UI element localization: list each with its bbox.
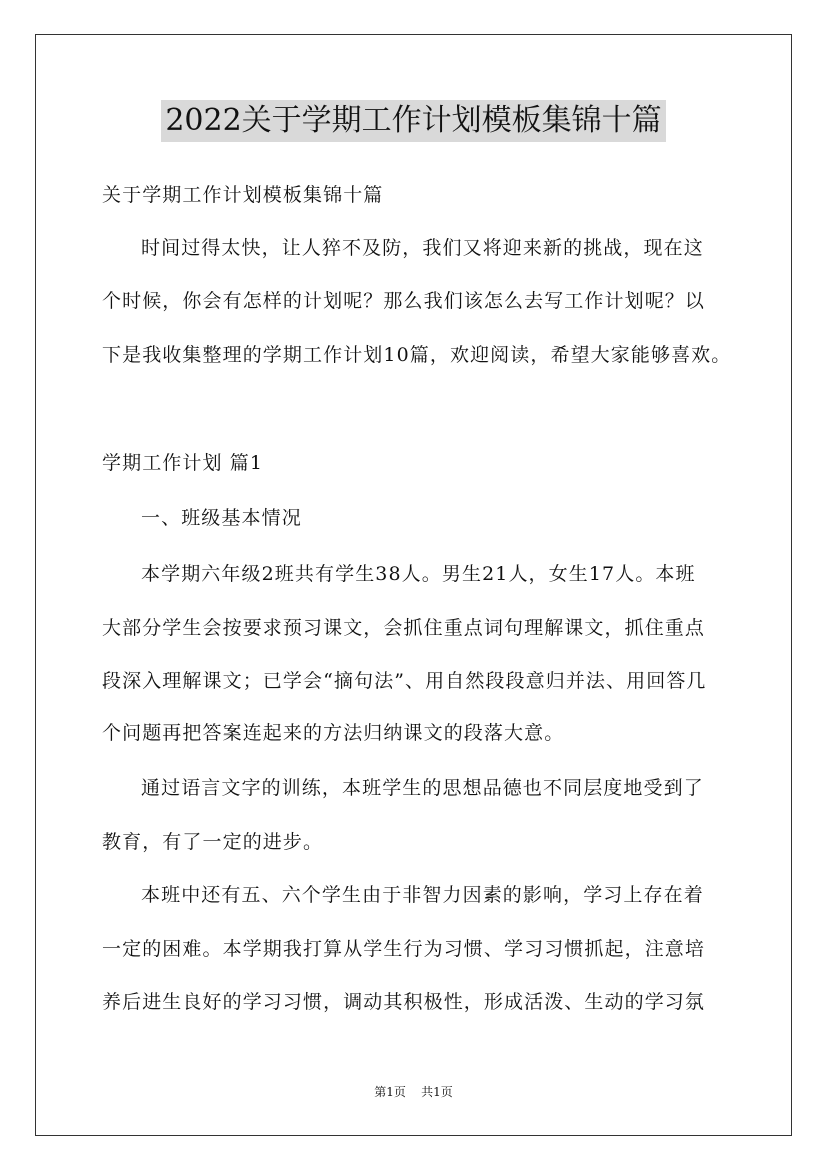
paragraph-line: 个问题再把答案连起来的方法归纳课文的段落大意。 xyxy=(102,722,565,744)
section-heading: 学期工作计划 篇1 xyxy=(102,452,264,474)
title-container xyxy=(0,100,827,142)
document-subtitle: 关于学期工作计划模板集锦十篇 xyxy=(102,184,384,206)
paragraph-line: 个时候，你会有怎样的计划呢？那么我们该怎么去写工作计划呢？以 xyxy=(102,290,706,312)
paragraph-line: 大部分学生会按要求预习课文，会抓住重点词句理解课文，抓住重点 xyxy=(102,617,706,639)
paragraph-line: 一定的困难。本学期我打算从学生行为习惯、学习习惯抓起，注意培 xyxy=(102,938,706,960)
document-title: 2022关于学期工作计划模板集锦十篇 xyxy=(161,100,665,142)
paragraph-line: 时间过得太快，让人猝不及防，我们又将迎来新的挑战，现在这 xyxy=(141,237,704,259)
page-number: 第1页 xyxy=(374,1085,406,1099)
page-total: 共1页 xyxy=(421,1085,453,1099)
paragraph-line: 养后进生良好的学习习惯，调动其积极性，形成活泼、生动的学习氛 xyxy=(102,991,706,1013)
paragraph-line: 段深入理解课文；已学会“摘句法”、用自然段段意归并法、用回答几 xyxy=(102,670,707,692)
paragraph-line: 通过语言文字的训练，本班学生的思想品德也不同层度地受到了 xyxy=(141,777,704,799)
paragraph-line: 本学期六年级2班共有学生38人。男生21人，女生17人。本班 xyxy=(141,563,696,585)
page-footer xyxy=(0,1083,827,1100)
paragraph-line: 下是我收集整理的学期工作计划10篇，欢迎阅读，希望大家能够喜欢。 xyxy=(102,344,732,366)
paragraph-line: 教育，有了一定的进步。 xyxy=(102,831,324,853)
paragraph-line: 本班中还有五、六个学生由于非智力因素的影响，学习上存在着 xyxy=(141,884,704,906)
subsection-heading: 一、班级基本情况 xyxy=(141,507,302,529)
